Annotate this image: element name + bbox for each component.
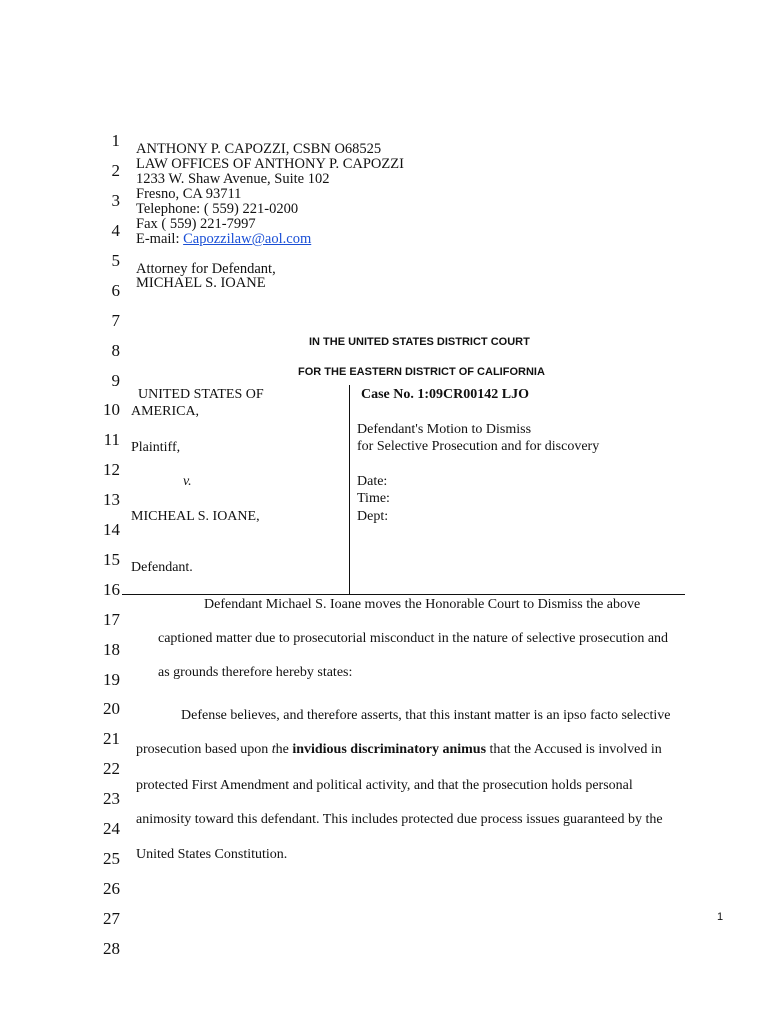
attorney-role: Attorney for Defendant,	[136, 261, 276, 277]
attorney-name: ANTHONY P. CAPOZZI, CSBN O68525	[136, 141, 382, 157]
line-number: 19	[103, 670, 120, 689]
address-line-1: 1233 W. Shaw Avenue, Suite 102	[136, 171, 330, 187]
line-number: 25	[103, 849, 120, 868]
emphasis-bold: invidious discriminatory animus	[292, 742, 487, 757]
text-run: prosecution based upon	[136, 742, 272, 757]
page-number: 1	[717, 911, 724, 923]
client-name: MICHAEL S. IOANE	[136, 275, 266, 291]
line-number: 3	[111, 191, 120, 210]
line-number: 22	[103, 759, 120, 778]
paragraph-2-line: United States Constitution.	[136, 847, 288, 862]
motion-title-line-1: Defendant's Motion to Dismiss	[357, 422, 532, 437]
case-number: Case No. 1:09CR00142 LJO	[361, 387, 529, 402]
address-line-2: Fresno, CA 93711	[136, 186, 242, 202]
text-run-italic: t	[271, 742, 276, 757]
text-run: he	[275, 742, 293, 757]
line-number: 23	[103, 789, 120, 808]
line-number: 24	[103, 819, 120, 838]
defendant-label: Defendant.	[131, 560, 193, 575]
line-number: 18	[103, 640, 120, 659]
dept-label: Dept:	[357, 509, 389, 524]
defendant-name: MICHEAL S. IOANE,	[131, 509, 260, 524]
paragraph-2-line: protected First Amendment and political activity, and that the prosecution holds personal	[136, 778, 633, 793]
line-number: 12	[103, 460, 120, 479]
line-number: 2	[111, 161, 120, 180]
paragraph-1-line: captioned matter due to prosecutorial misconduct in the nature of selective prosecution and	[158, 631, 669, 646]
line-number: 17	[103, 610, 120, 629]
telephone: Telephone: ( 559) 221-0200	[136, 201, 299, 217]
line-number: 5	[111, 251, 120, 270]
date-label: Date:	[357, 474, 388, 489]
line-number: 1	[111, 131, 120, 150]
plaintiff-label: Plaintiff,	[131, 440, 181, 455]
line-number: 6	[111, 281, 120, 300]
plaintiff-name-line-1: UNITED STATES OF	[138, 387, 264, 402]
line-number: 26	[103, 879, 120, 898]
line-number: 13	[103, 490, 120, 509]
paragraph-2-line	[136, 741, 662, 759]
line-number: 7	[111, 311, 120, 330]
caption-divider-horizontal	[122, 594, 685, 595]
law-firm: LAW OFFICES OF ANTHONY P. CAPOZZI	[136, 156, 404, 172]
line-number: 21	[103, 729, 120, 748]
line-number: 11	[103, 430, 120, 449]
line-number: 8	[111, 341, 120, 360]
paragraph-2-line: animosity toward this defendant. This includes protected due process issues guaranteed by the	[136, 812, 663, 827]
court-district: FOR THE EASTERN DISTRICT OF CALIFORNIA	[298, 366, 545, 378]
line-number: 16	[103, 580, 120, 599]
paragraph-2-line: Defense believes, and therefore asserts, that this instant matter is an ipso facto selective	[181, 708, 671, 723]
line-number: 15	[103, 550, 120, 569]
email-link[interactable]: Capozzilaw@aol.com	[183, 231, 312, 247]
line-number: 27	[103, 909, 120, 928]
line-number: 20	[103, 699, 120, 718]
court-title: IN THE UNITED STATES DISTRICT COURT	[309, 336, 530, 348]
line-number: 9	[111, 371, 120, 390]
plaintiff-name-line-2: AMERICA,	[131, 404, 200, 419]
line-number: 28	[103, 939, 120, 958]
line-number: 14	[103, 520, 120, 539]
line-number: 10	[103, 400, 120, 419]
motion-title-line-2: for Selective Prosecution and for discovery	[357, 439, 600, 454]
paragraph-1-line: as grounds therefore hereby states:	[158, 665, 353, 680]
paragraph-1-line: Defendant Michael S. Ioane moves the Honorable Court to Dismiss the above	[204, 597, 641, 612]
line-number: 4	[111, 221, 120, 240]
versus: v.	[183, 474, 192, 489]
time-label: Time:	[357, 491, 390, 506]
email-label: E-mail:	[136, 231, 184, 247]
caption-divider-vertical	[349, 385, 350, 595]
text-run: that the Accused is involved in	[486, 742, 662, 757]
fax: Fax ( 559) 221-7997	[136, 216, 256, 232]
email-line	[136, 232, 311, 247]
